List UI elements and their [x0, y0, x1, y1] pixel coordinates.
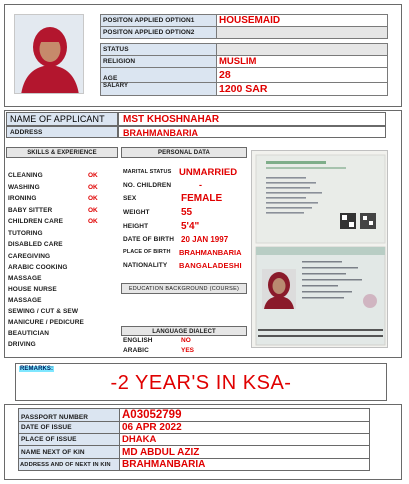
skill-label: CAREGIVING	[8, 252, 51, 260]
language-value: NO	[181, 337, 191, 345]
passport-row	[19, 409, 370, 422]
language-row	[121, 346, 248, 356]
passport-label: ADDRESS AND OF NEXT IN KIN	[19, 459, 120, 471]
passport-label: NAME NEXT OF KIN	[19, 446, 120, 459]
skill-row	[6, 328, 118, 339]
skill-value	[86, 339, 118, 350]
personal-value: UNMARRIED	[179, 166, 238, 178]
skill-value: OK	[87, 172, 98, 180]
passport-row	[19, 422, 370, 434]
option1-value: HOUSEMAID	[217, 15, 388, 27]
remarks-value: -2 YEAR'S IN KSA-	[110, 372, 292, 394]
skill-value: OK	[87, 195, 98, 203]
skill-value	[86, 251, 118, 263]
option1-label: POSITON APPLIED OPTION1	[101, 15, 217, 27]
skill-value	[86, 239, 118, 251]
skill-row	[6, 273, 118, 284]
personal-label: DATE OF BIRTH	[123, 236, 175, 243]
address-label: ADDRESS	[6, 126, 118, 138]
skill-label: DISABLED CARE	[8, 241, 63, 249]
skill-value: OK	[87, 206, 98, 214]
skill-label: ARABIC COOKING	[8, 264, 68, 271]
passport-scan-graphic	[252, 151, 388, 348]
personal-label: NO. CHILDREN	[123, 181, 172, 189]
language-header: LANGUAGE DIALECT	[121, 326, 247, 336]
passport-row	[19, 434, 370, 446]
status-value	[217, 44, 388, 56]
passport-value: A03052799	[120, 409, 370, 422]
skill-row	[6, 239, 118, 251]
skill-value	[86, 306, 118, 317]
personal-label: NATIONALITY	[123, 261, 168, 269]
language-value: YES	[181, 346, 195, 354]
skill-row	[6, 251, 118, 263]
passport-row	[19, 459, 370, 471]
skill-row	[6, 295, 118, 306]
skills-list	[6, 170, 118, 350]
passport-label: PASSPORT NUMBER	[19, 409, 120, 422]
address-value: BRAHMANBARIA	[118, 126, 386, 138]
language-list	[121, 336, 248, 355]
skill-label: BABY SITTER	[8, 206, 53, 214]
skill-row	[6, 216, 118, 228]
personal-row	[121, 191, 248, 205]
option2-value	[217, 27, 388, 39]
salary-label: SALARY	[101, 83, 217, 96]
personal-value: 5'4"	[181, 220, 200, 232]
skill-row	[6, 339, 118, 350]
passport-value: DHAKA	[120, 434, 370, 446]
personal-label: SEX	[123, 194, 137, 202]
skill-row	[6, 228, 118, 240]
personal-value: BRAHMANBARIA	[179, 247, 242, 257]
passport-row	[19, 446, 370, 459]
passport-label: DATE OF ISSUE	[19, 422, 120, 434]
religion-label: RELIGION	[101, 56, 217, 68]
salary-value: 1200 SAR	[217, 83, 388, 96]
skill-label: MANICURE / PEDICURE	[8, 319, 84, 326]
personal-label: PLACE OF BIRTH	[123, 249, 171, 255]
skill-value: OK	[87, 183, 98, 191]
language-label: ARABIC	[123, 346, 149, 354]
skill-row	[6, 284, 118, 295]
skill-row	[6, 306, 118, 317]
education-header: EDUCATION BACKGROUND (COURSE)	[121, 283, 247, 294]
skill-value	[86, 284, 118, 295]
skill-label: SEWING / CUT & SEW	[8, 308, 79, 315]
personal-value: -	[199, 180, 202, 190]
personal-label: MARITAL STATUS	[123, 169, 172, 175]
language-label: ENGLISH	[123, 337, 153, 345]
skill-row	[6, 182, 118, 194]
skill-value	[86, 228, 118, 240]
skill-row	[6, 193, 118, 205]
personal-row	[121, 205, 248, 219]
skill-row	[6, 262, 118, 273]
personal-header: PERSONAL DATA	[121, 147, 247, 158]
age-label: AGE	[101, 68, 217, 83]
religion-value: MUSLIM	[217, 56, 388, 68]
skill-value	[86, 273, 118, 284]
skills-header: SKILLS & EXPERIENCE	[6, 147, 118, 158]
skill-value	[86, 317, 118, 328]
passport-value: BRAHMANBARIA	[120, 459, 370, 471]
option2-label: POSITON APPLIED OPTION2	[101, 27, 217, 39]
skill-label: CLEANING	[8, 172, 43, 180]
name-value: MST KHOSHNAHAR	[118, 112, 386, 126]
passport-label: PLACE OF ISSUE	[19, 434, 120, 446]
skill-label: WASHING	[8, 183, 40, 191]
skill-value: OK	[87, 218, 98, 226]
personal-value: 20 JAN 1997	[181, 235, 229, 244]
skill-label: BEAUTICIAN	[8, 330, 50, 337]
remarks-label: REMARKS:	[20, 366, 54, 372]
passport-table	[18, 408, 370, 471]
personal-value: FEMALE	[181, 192, 223, 204]
applicant-photo-image	[15, 15, 84, 94]
personal-row	[121, 219, 248, 233]
skill-value	[86, 262, 118, 273]
skill-label: MASSAGE	[8, 275, 42, 282]
applicant-photo	[14, 14, 84, 94]
personal-value: 55	[181, 206, 193, 218]
personal-list	[121, 165, 248, 272]
skill-row	[6, 170, 118, 182]
language-row	[121, 336, 248, 346]
personal-label: WEIGHT	[123, 208, 150, 216]
skill-row	[6, 205, 118, 217]
passport-image	[251, 150, 388, 348]
status-label: STATUS	[101, 44, 217, 56]
skill-label: DRIVING	[8, 341, 36, 348]
skill-label: IRONING	[8, 195, 37, 203]
personal-row	[121, 258, 248, 272]
skill-label: CHILDREN CARE	[8, 218, 64, 226]
personal-label: HEIGHT	[123, 222, 149, 230]
personal-row	[121, 246, 248, 258]
passport-value: 06 APR 2022	[120, 422, 370, 434]
personal-row	[121, 179, 248, 191]
skill-label: MASSAGE	[8, 297, 42, 304]
passport-value: MD ABDUL AZIZ	[120, 446, 370, 459]
personal-row	[121, 165, 248, 179]
personal-row	[121, 233, 248, 246]
skill-label: TUTORING	[8, 229, 43, 237]
skill-value	[86, 328, 118, 339]
personal-value: BANGALADESHI	[179, 260, 242, 270]
skill-row	[6, 317, 118, 328]
skill-label: HOUSE NURSE	[8, 286, 57, 293]
name-label: NAME OF APPLICANT	[6, 112, 118, 126]
age-value: 28	[217, 68, 388, 83]
skill-value	[86, 295, 118, 306]
